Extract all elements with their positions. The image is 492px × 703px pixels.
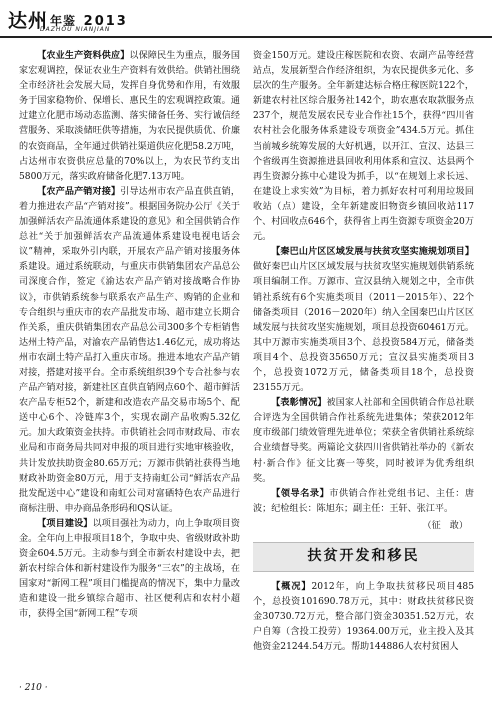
- header-title: 达州: [8, 10, 49, 32]
- qinba-plan-paragraph: [253, 245, 474, 396]
- header-subtitle: DAZHOU NIANJIAN: [40, 26, 111, 33]
- qinba-plan-text: 做好秦巴山片区区域发展与扶贫攻坚实施规划供销系统项目编制工作。万源市、宣汉县纳入规划之中，全市供销社系统有6个实施类项目（2011－2015年）、22个储备类项目（2016－2020年）纳入全国秦巴山片区区域发展与扶贫攻坚实施规划，项目总投资60461万元。其中万源市实施类项目3个、总投资584万元，储备类项目4个、总投资35650万元；宣汉县实施类项目3个，总投资1072万元，储备类项目18个，总投资23155万元。: [253, 262, 474, 394]
- section-banner: [253, 542, 474, 572]
- project-continued-paragraph: [253, 49, 474, 245]
- awards-paragraph: [253, 396, 474, 487]
- header-year: 2013: [83, 14, 128, 29]
- section-title: 扶贫开发和移民: [307, 548, 420, 565]
- leaders-paragraph: [253, 487, 474, 517]
- left-column: [19, 49, 240, 623]
- agri-supply-heading: 【农业生产资料供应】: [37, 51, 130, 61]
- leaders-text: 市供销合作社党组书记、主任：唐波；纪检组长：陈旭东；副主任：王轩、张江平。: [253, 488, 474, 514]
- page-number: · 210 ·: [19, 683, 48, 693]
- page-header: [0, 0, 492, 40]
- project-building-text: 以项目强社为动力，向上争取项目资金。全年向上申报项目18个，争取中央、省级财政补助资金604.5万元。主动参与到全市新农村建设中去，把新农村综合体和新村建设作为服务“三农”的主战场，在国家对“新网工程”项目门槛提高的情况下，集中力量改造和建设一批乡镇综合超市、社区便利店和农村小超市，获得全国“新网工程”专项: [19, 518, 240, 620]
- produce-matching-text: 引导达州市农产品直供直销，着力推进农产品“产销对接”。根据国务院办公厅《关于加强鲜活农产品流通体系建设的意见》和全国供销合作总社“关于加强鲜活农产品流通体系建设电视电话会议”精神，采取外引内联，开展农产品产销对接服务体系建设。通过系统联动，与重庆市供销集团农产品总公司深度合作，签定《渝达农产品产销对接战略合作协议》，市供销系统参与联系农产品生产、购销的企业和专合组织与重庆市的农产品批发市场、超市建立长期合作关系，重庆供销集团农产品总公司300多个专柜销售达州土特产品，对渝农产品销售达1.46亿元，成功将达州市农副土特产品打入重庆市场。推进本地农产品产销对接，搭建对接平台。全市系统组织39个专合社参与农产品产销对接，新建社区直供直销网点60个、超市鲜活农产品专柜52个，新建和改造农产品交易市场5个、配送中心6个、冷链库3个，实现农副产品收购5.32亿元。加大政策资金扶持。市供销社会同市财政局、市农业局和市商务局共同对申报的项目进行实地审核验收，共计发放扶助资金80.65万元；万源市供销社获得当地财政补助资金80万元，用于支持南虹公司“鲜活农产品批发配送中心”建设和南虹公司对富硒特色农产品进行商标注册、申办商品条形码和QS认证。: [19, 186, 240, 514]
- project-building-paragraph: [19, 517, 240, 623]
- author-credit: （征 敢）: [422, 520, 468, 531]
- awards-heading: 【表彰情况】: [271, 398, 327, 409]
- overview-text: 2012年，向上争取扶贫移民项目485个，总投资101690.78万元，其中：财政扶贫移民资金30730.72万元，整合部门资金30351.52万元，农户自筹（含投工投劳）19364.00万元，业主投入及其他资金21244.54万元。帮助144886人农村贫困人: [253, 582, 474, 653]
- qinba-plan-heading: 【秦巴山片区区域发展与扶贫攻坚实施规划项目】: [271, 247, 474, 258]
- header-rule: [0, 36, 492, 38]
- agri-supply-text: 以保障民生为重点，服务国家宏观调控，保证农业生产资料有效供给。供销社围绕全市经济社会发展大局，发挥自身优势和作用，有效服务于国家稳物价、保增长、惠民生的宏观调控政策。通过建立化肥市场动态监测、落实储备任务、实行诚信经营服务、采取淡储旺供等措施，为农民提供质优、价廉的农资商品，全年通过供销社渠道供应化肥58.2万吨，占达州市农资供应总量的70%以上，为农民节约支出5800万元，落实政府储备化肥7.13万吨。: [19, 51, 240, 182]
- project-continued-text: 资金150万元。建设庄稼医院和农资、农副产品等经营站点，发展新型合作经济组织，为农民提供多元化、多层次的生产服务。全年新建达标合格庄稼医院122个，新建农村社区综合服务社142个，助农惠农取款服务点237个，规范发展农民专业合作社15个，获得“四川省农村社会化服务体系建设专项资金”434.5万元。抓住当前城乡统筹发展的大好机遇，以开江、宣汉、达县三个省级再生资源推进县回收利用体系和宣汉、达县两个再生资源分拣中心建设为抓手，以“在规划上求长远、在建设上求实效”为目标，着力抓好农村可利用垃圾回收站（点）建设，全年新建废旧物资乡镇回收站117个、村回收点646个，获得省上再生资源专项资金20万元。: [253, 51, 474, 243]
- produce-matching-heading: 【农产品产销对接】: [37, 186, 121, 197]
- project-building-heading: 【项目建设】: [37, 518, 93, 529]
- header-title-suffix: 年鉴: [50, 14, 77, 28]
- produce-matching-paragraph: [19, 185, 240, 517]
- right-column: [253, 49, 474, 655]
- leaders-heading: 【领导名录】: [271, 488, 330, 499]
- agri-supply-paragraph: [19, 49, 240, 185]
- overview-paragraph: [253, 580, 474, 655]
- awards-text: 被国家人社部和全国供销合作总社联合评选为全国供销合作社系统先进集体；荣获2012年度市级部门绩效管理先进单位；荣获全省供销社系统综合业绩督导奖。两篇论文获四川省供销社举办的《新农村·新合作》征文比赛一等奖，同时被评为优秀组织奖。: [253, 398, 474, 484]
- overview-heading: 【概况】: [271, 582, 312, 592]
